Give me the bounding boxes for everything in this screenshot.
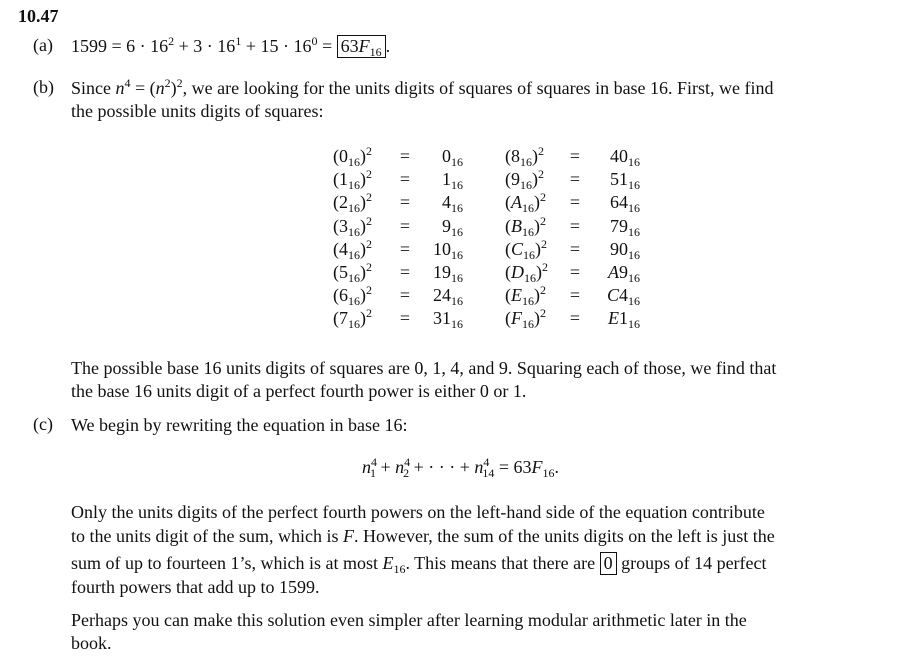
square-rhs: $79_{16}$ (610, 215, 640, 239)
square-row (0, 191, 921, 214)
square-equals: = (569, 285, 581, 306)
square-lhs: $(5_{16})^2$ (333, 260, 372, 285)
square-rhs: $E1_{16}$ (608, 308, 640, 332)
answer-box-c: 0 (600, 552, 617, 575)
square-equals: = (399, 238, 411, 259)
square-equals: = (399, 308, 411, 329)
square-row (0, 145, 921, 168)
square-row (0, 168, 921, 191)
square-lhs: $(9_{16})^2$ (505, 167, 544, 193)
part-a-equation: $1599 = 6 \cdot 16^2 + 3 \cdot 16^1 + 15 \cdot 16^0 = 63F_{16}$ . (71, 34, 391, 59)
part-c-para-4: fourth powers that add up to 1599. (71, 577, 320, 597)
square-row (0, 215, 921, 238)
square-rhs: $64_{16}$ (610, 192, 640, 216)
square-rhs: $40_{16}$ (610, 146, 640, 169)
square-equals: = (399, 215, 411, 236)
part-c-line-1: We begin by rewriting the equation in base 16: (71, 415, 408, 435)
square-equals: = (569, 262, 581, 282)
problem-number: 10.47 (18, 6, 59, 26)
part-c-para-1: Only the units digits of the perfect fourth powers on the left-hand side of the equation contribute (71, 502, 765, 522)
part-b-after-2: the base 16 units digit of a perfect fourth power is either 0 or 1. (71, 381, 527, 401)
square-rhs: $31_{16}$ (433, 308, 463, 332)
square-lhs: $(B_{16})^2$ (505, 213, 546, 239)
base16-equation: $n^4_1 + n^4_2$ + · · · + $n^4_{14} = 63F_{16}$. (361, 455, 560, 480)
square-equals: = (399, 146, 411, 166)
square-equals: = (569, 238, 581, 259)
part-b-after-1: The possible base 16 units digits of squares are 0, 1, 4, and 9. Squaring each of those, we find that (71, 358, 777, 378)
square-lhs: $(F_{16})^2$ (505, 306, 546, 332)
square-rhs: $10_{16}$ (433, 238, 463, 262)
part-c-para-3: sum of up to fourteen 1’s, which is at most $E_{16}$. This means that there are 0 groups of 14 perfect (71, 553, 767, 576)
square-lhs: $(2_{16})^2$ (333, 190, 372, 216)
square-lhs: $(7_{16})^2$ (333, 306, 372, 332)
square-lhs: $(4_{16})^2$ (333, 236, 372, 262)
part-c-label: (c) (33, 414, 53, 434)
square-rhs: $4_{16}$ (442, 192, 463, 216)
square-lhs: $(C_{16})^2$ (505, 236, 548, 262)
square-lhs: $(E_{16})^2$ (505, 283, 546, 309)
square-equals: = (399, 192, 411, 213)
square-lhs: $(0_{16})^2$ (333, 144, 372, 169)
square-rhs: $19_{16}$ (433, 262, 463, 285)
part-c-para-6: book. (71, 633, 112, 653)
square-equals: = (399, 169, 411, 190)
square-lhs: $(3_{16})^2$ (333, 213, 372, 239)
square-row (0, 307, 921, 330)
square-rhs: $51_{16}$ (610, 169, 640, 193)
square-equals: = (399, 262, 411, 282)
square-rhs: $1_{16}$ (442, 169, 463, 193)
square-rhs: $A9_{16}$ (608, 262, 640, 285)
answer-box-a: $63F_{16}$ (337, 35, 386, 58)
square-equals: = (569, 308, 581, 329)
square-equals: = (569, 169, 581, 190)
square-lhs: $(6_{16})^2$ (333, 283, 372, 309)
part-b-label: (b) (33, 77, 54, 97)
part-c-para-5: Perhaps you can make this solution even simpler after learning modular arithmetic later in the (71, 610, 747, 630)
square-lhs: $(D_{16})^2$ (505, 260, 548, 285)
square-lhs: $(A_{16})^2$ (505, 190, 546, 216)
square-rhs: $9_{16}$ (442, 215, 463, 239)
part-c-para-2: to the units digit of the sum, which is F. However, the sum of the units digits on the left is just the (71, 526, 775, 546)
square-equals: = (569, 146, 581, 166)
square-row (0, 238, 921, 261)
square-rhs: $C4_{16}$ (606, 285, 640, 309)
square-rhs: $0_{16}$ (442, 146, 463, 169)
square-lhs: $(1_{16})^2$ (333, 167, 372, 193)
square-lhs: $(8_{16})^2$ (505, 144, 544, 169)
square-row (0, 284, 921, 307)
square-equals: = (569, 215, 581, 236)
square-equals: = (399, 285, 411, 306)
part-b-line-1: Since $n^4 = (n^2)^2$, we are looking for the units digits of squares of squares in base 16. First, we find (71, 76, 774, 98)
square-rhs: $90_{16}$ (610, 238, 640, 262)
square-row (0, 261, 921, 284)
part-a-label: (a) (33, 35, 53, 55)
square-equals: = (569, 192, 581, 213)
square-rhs: $24_{16}$ (433, 285, 463, 309)
part-b-line-2: the possible units digits of squares: (71, 101, 324, 121)
